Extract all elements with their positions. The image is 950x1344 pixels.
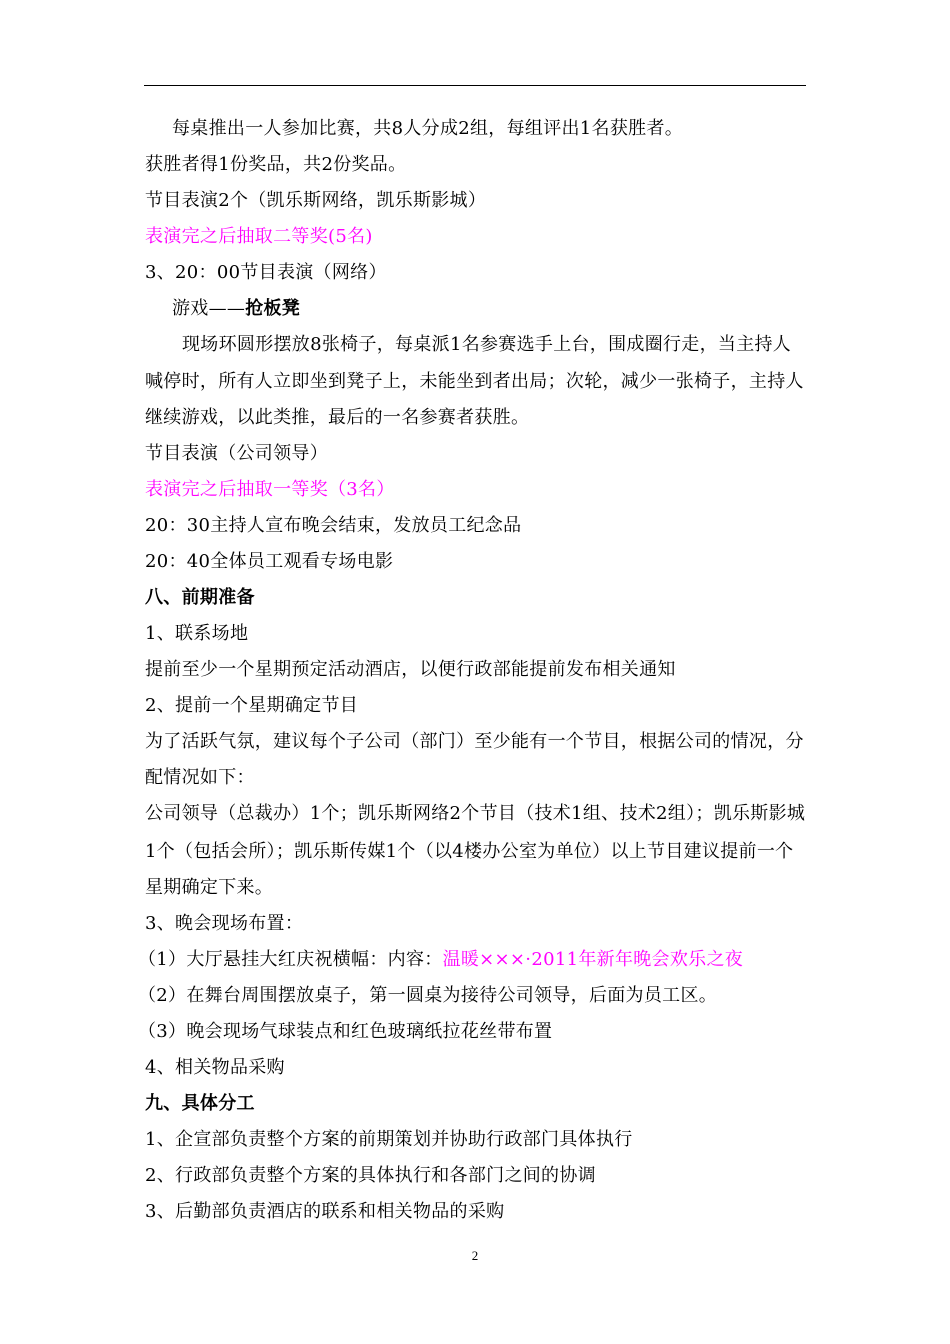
text-line: 获胜者得1份奖品，共2份奖品。 (145, 154, 407, 175)
text-line: 1、企宣部负责整个方案的前期策划并协助行政部门具体执行 (145, 1129, 633, 1150)
text-line: 节目表演2个（凯乐斯网络，凯乐斯影城） (145, 190, 487, 211)
subheading: 3、晚会现场布置： (145, 913, 304, 934)
text-line: 现场环圆形摆放8张椅子，每桌派1名参赛选手上台，围成圈行走，当主持人 (182, 334, 792, 355)
schedule-item: 3、20：00节目表演（网络） (145, 262, 387, 283)
text-line: 继续游戏，以此类推，最后的一名参赛者获胜。 (145, 407, 530, 428)
highlight-line: 表演完之后抽取一等奖（3名） (145, 479, 395, 500)
schedule-item: 20：30主持人宣布晚会结束，发放员工纪念品 (145, 515, 522, 536)
text-line: 配情况如下： (145, 767, 255, 788)
text-line: 提前至少一个星期预定活动酒店，以便行政部能提前发布相关通知 (145, 659, 676, 680)
schedule-item: 20：40全体员工观看专场电影 (145, 551, 394, 572)
text-line: 为了活跃气氛，建议每个子公司（部门）至少能有一个节目，根据公司的情况，分 (145, 731, 804, 752)
list-item (138, 948, 803, 972)
section-heading: 八、前期准备 (145, 587, 255, 608)
list-item-label: （1）大厅悬挂大红庆祝横幅：内容： (138, 949, 443, 970)
page-number: 2 (471, 1248, 479, 1263)
section-heading: 九、具体分工 (145, 1093, 255, 1114)
game-title (172, 297, 837, 321)
subheading: 2、提前一个星期确定节目 (145, 695, 359, 716)
banner-content: 温暖×××·2011年新年晚会欢乐之夜 (442, 949, 744, 970)
highlight-line: 表演完之后抽取二等奖(5名) (145, 226, 373, 247)
game-name: 抢板凳 (245, 298, 301, 319)
text-line: 节目表演（公司领导） (145, 443, 328, 464)
text-line: 公司领导（总裁办）1个；凯乐斯网络2个节目（技术1组、技术2组）；凯乐斯影城 (145, 803, 806, 824)
text-line: 星期确定下来。 (145, 877, 274, 898)
text-line: 喊停时，所有人立即坐到凳子上，未能坐到者出局；次轮，减少一张椅子，主持人 (145, 371, 804, 392)
text-line: 1个（包括会所）；凯乐斯传媒1个（以4楼办公室为单位）以上节目建议提前一个 (145, 841, 794, 862)
game-prefix: 游戏—— (172, 298, 246, 319)
header-rule (144, 85, 806, 86)
list-item: （3）晚会现场气球装点和红色玻璃纸拉花丝带布置 (138, 1021, 553, 1042)
subheading: 1、联系场地 (145, 623, 249, 644)
text-line: 每桌推出一人参加比赛，共8人分成2组，每组评出1名获胜者。 (172, 118, 684, 139)
text-line: 2、行政部负责整个方案的具体执行和各部门之间的协调 (145, 1165, 596, 1186)
subheading: 4、相关物品采购 (145, 1057, 285, 1078)
list-item: （2）在舞台周围摆放桌子，第一圆桌为接待公司领导，后面为员工区。 (138, 985, 718, 1006)
text-line: 3、后勤部负责酒店的联系和相关物品的采购 (145, 1201, 505, 1222)
